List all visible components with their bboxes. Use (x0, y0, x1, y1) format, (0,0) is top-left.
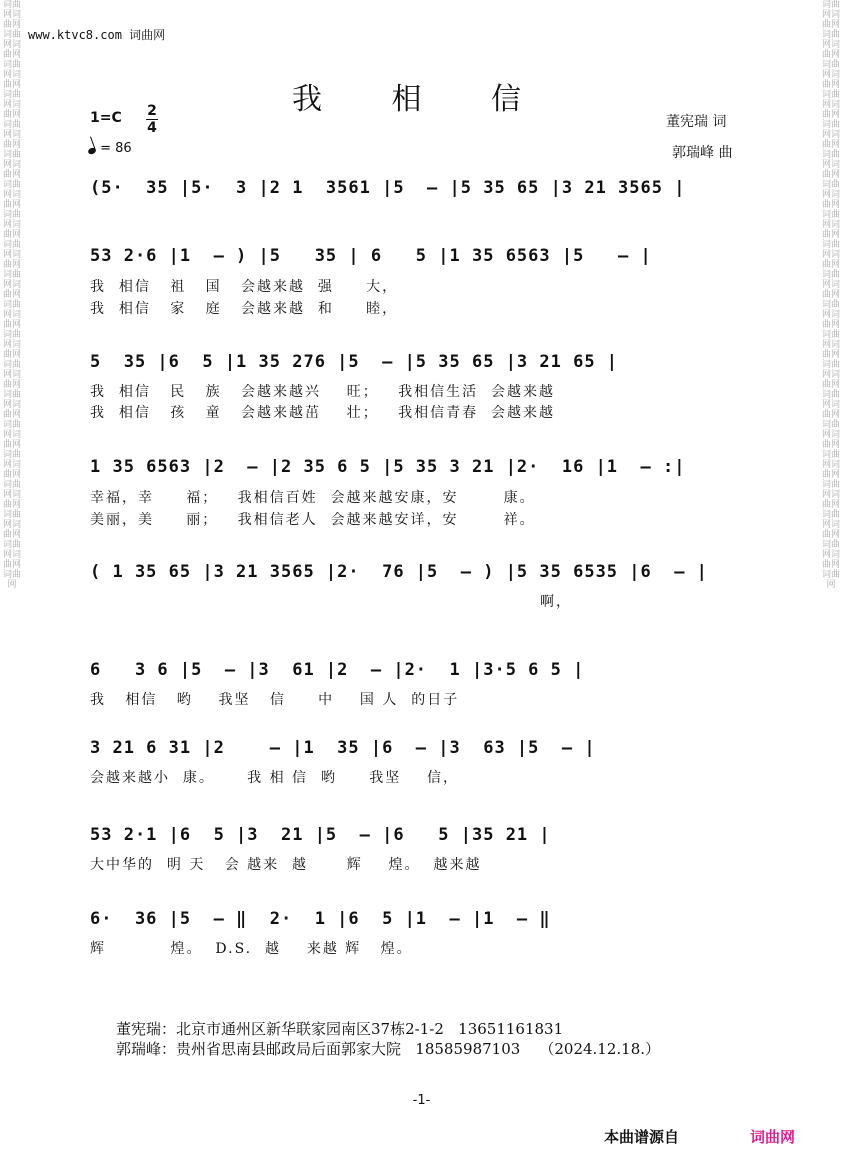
notation-line-9: 6· 36 |5 — ‖ 2· 1 |6 5 |1 — |1 — ‖ (90, 909, 551, 929)
tempo-value: = 86 (100, 141, 132, 156)
lyric-line-2-verse-2: 我 相信 家 庭 会越来越 和 睦， (90, 301, 399, 317)
side-watermark-right: 词曲网词曲网词曲网词曲网词曲网词曲网词曲网词曲网词曲网词曲网词曲网词曲网词曲网词曲网词曲网词曲网词曲网词曲网词曲网词曲网词曲网词曲网词曲网词曲网词曲网词曲网词曲网词曲网词曲网词曲网词曲网词曲网词曲网词曲网词曲网词曲网词曲网词曲网词曲网 (822, 0, 841, 590)
notation-line-4: 1 35 6563 |2 — |2 35 6 5 |5 35 3 21 |2· 16 |1 — :| (90, 457, 686, 477)
time-signature-bottom: 4 (147, 120, 157, 136)
lyric-line-7: 会越来越小 康。 我 相 信 哟 我坚 信， (90, 770, 460, 786)
lyric-line-9: 辉 煌。 D.S. 越 来越 辉 煌。 (90, 941, 413, 957)
contact-lyricist: 董宪瑞：北京市通州区新华联家园南区37栋2-1-2 13651161831 (116, 1020, 564, 1038)
lyric-line-3-verse-2: 我 相信 孩 童 会越来越茁 壮； 我相信青春 会越来越 (90, 405, 556, 421)
source-site-link[interactable]: 词曲网 (750, 1128, 796, 1146)
lyric-line-2-verse-1: 我 相信 祖 国 会越来越 强 大， (90, 279, 399, 295)
notation-line-6: 6 3 6 |5 — |3 61 |2 — |2· 1 |3·5 6 5 | (90, 660, 585, 680)
composer-credit: 郭瑞峰 曲 (672, 145, 733, 161)
lyric-line-4-verse-1: 幸福，幸 福； 我相信百姓 会越来越安康，安 康。 (90, 490, 536, 506)
key-signature: 1=C (90, 110, 122, 126)
notation-line-2: 53 2·6 |1 — ) |5 35 | 6 5 |1 35 6563 |5 — | (90, 246, 652, 266)
source-label: 本曲谱源自 (604, 1128, 680, 1146)
site-watermark: www.ktvc8.com 词曲网 (28, 28, 166, 42)
lyric-line-4-verse-2: 美丽，美 丽； 我相信老人 会越来越安详，安 祥。 (90, 512, 536, 528)
lyric-line-5: 啊， (540, 594, 572, 610)
lyric-line-8: 大中华的 明 天 会 越来 越 辉 煌。 越来越 (90, 857, 482, 873)
quarter-note-icon (87, 147, 97, 155)
contact-composer: 郭瑞峰：贵州省思南县邮政局后面郭家大院 18585987103 （2024.12.18.） (116, 1040, 661, 1058)
page-number: -1- (412, 1093, 431, 1108)
tempo-marking (88, 141, 132, 156)
side-watermark-left: 词曲网词曲网词曲网词曲网词曲网词曲网词曲网词曲网词曲网词曲网词曲网词曲网词曲网词曲网词曲网词曲网词曲网词曲网词曲网词曲网词曲网词曲网词曲网词曲网词曲网词曲网词曲网词曲网词曲网词曲网词曲网词曲网词曲网词曲网词曲网词曲网词曲网词曲网词曲网 (3, 0, 22, 590)
time-signature-top: 2 (147, 103, 157, 119)
notation-line-5: ( 1 35 65 |3 21 3565 |2· 76 |5 — ) |5 35 6535 |6 — | (90, 562, 708, 582)
notation-line-1: (5· 35 |5· 3 |2 1 3561 |5 — |5 35 65 |3 21 3565 | (90, 178, 686, 198)
lyricist-credit: 董宪瑞 词 (666, 114, 727, 130)
notation-line-3: 5 35 |6 5 |1 35 276 |5 — |5 35 65 |3 21 65 | (90, 352, 619, 372)
time-signature (146, 104, 158, 135)
lyric-line-6: 我 相信 哟 我坚 信 中 国 人 的日子 (90, 692, 460, 708)
notation-line-8: 53 2·1 |6 5 |3 21 |5 — |6 5 |35 21 | (90, 825, 551, 845)
lyric-line-3-verse-1: 我 相信 民 族 会越来越兴 旺； 我相信生活 会越来越 (90, 384, 556, 400)
notation-line-7: 3 21 6 31 |2 — |1 35 |6 — |3 63 |5 — | (90, 738, 596, 758)
song-title: 我 相 信 (291, 82, 552, 117)
